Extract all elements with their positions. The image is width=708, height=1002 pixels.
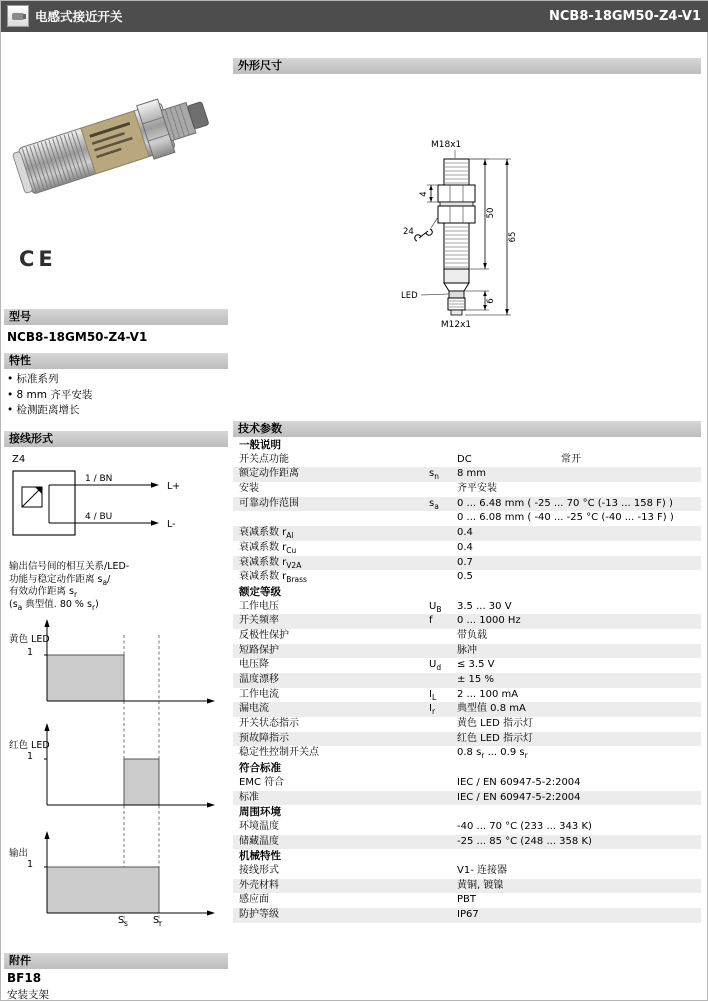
model-number: NCB8-18GM50-Z4-V1 — [7, 330, 148, 344]
param-section-heading: 周围环境 — [239, 806, 281, 819]
terminal-label: L+ — [167, 481, 181, 492]
param-row — [233, 717, 701, 732]
wrench-size-label: 24 — [403, 227, 414, 237]
param-label: 开关状态指示 — [239, 718, 299, 730]
param-label: 储藏温度 — [239, 835, 279, 847]
param-value: -40 ... 70 °C (233 ... 343 K) — [457, 820, 592, 832]
top-header-bar — [1, 1, 708, 32]
param-value: DC — [457, 453, 472, 465]
param-value: 2 ... 100 mA — [457, 688, 519, 700]
param-value: 8 mm — [457, 468, 487, 480]
param-sym: $s_a$ — [429, 497, 439, 511]
feature-item: • 8 mm 齐平安装 — [7, 388, 92, 404]
param-label: 衰减系数 $r_{V2A}$ — [239, 556, 302, 570]
sensor-body-smooth — [444, 269, 469, 283]
param-row — [233, 893, 701, 908]
chart-output — [44, 831, 215, 916]
param-value: 黄色 LED 指示灯 — [457, 718, 533, 730]
led-function-note — [9, 561, 171, 611]
param-sym: $U_B$ — [429, 600, 442, 614]
param-value: 0.5 — [457, 571, 473, 583]
dim-4-label: 4 — [419, 191, 429, 197]
param-value: PBT — [457, 894, 476, 906]
x-label-sr: $S_r$ — [153, 915, 163, 928]
note-line: 功能与稳定动作距离 $s_a/$ — [9, 573, 111, 587]
param-row — [233, 864, 701, 879]
param-label: 衰减系数 $r_{Al}$ — [239, 527, 294, 541]
param-row — [233, 556, 701, 571]
param-label: 安装 — [239, 483, 259, 495]
param-row — [233, 526, 701, 541]
header-model-number: NCB8-18GM50-Z4-V1 — [549, 9, 701, 24]
dimension-drawing — [343, 97, 573, 367]
params-table — [233, 438, 701, 923]
param-row — [233, 629, 701, 644]
note-line: 有效动作距离 $s_r$ — [9, 586, 78, 599]
param-row — [233, 482, 701, 497]
features-list — [7, 372, 92, 419]
param-label: 衰减系数 $r_{Cu}$ — [239, 541, 297, 555]
hex-nut-lower — [438, 206, 475, 223]
accessory-model: BF18 — [7, 971, 42, 985]
param-sym: $I_r$ — [429, 703, 436, 717]
product-photo — [9, 41, 217, 241]
param-label: 温度漂移 — [239, 674, 279, 685]
param-value: -25 ... 85 °C (248 ... 358 K) — [457, 835, 592, 847]
section-header-model: 型号 — [4, 309, 228, 325]
param-row — [233, 879, 701, 894]
param-value: V1- 连接器 — [457, 864, 507, 876]
param-value: 黄铜, 镀镍 — [457, 879, 504, 891]
param-value: ± 15 % — [457, 674, 494, 685]
param-sym: $U_d$ — [429, 659, 442, 673]
param-value: 3.5 ... 30 V — [457, 600, 512, 612]
param-row — [233, 600, 701, 615]
param-value: 带负载 — [457, 629, 487, 641]
chart-title-yellow-led: 黄色 LED — [9, 634, 50, 645]
sensor-icon-plug — [23, 14, 26, 19]
pin-label: 4 / BU — [85, 512, 113, 522]
param-label: 环境温度 — [239, 820, 279, 832]
param-value: 0 ... 6.48 mm ( -25 ... 70 °C (-13 ... 158 F) ) — [457, 497, 673, 509]
note-line: ($s_a$ 典型值. 80 % $s_r$) — [9, 598, 99, 612]
param-value: IP67 — [457, 909, 479, 920]
param-row — [233, 732, 701, 747]
param-row — [233, 835, 701, 850]
y-tick: 1 — [27, 647, 34, 658]
ce-mark: CE — [19, 247, 57, 271]
dim-6-label: 6 — [486, 298, 496, 304]
param-value: 0.8 $s_r$ ... 0.9 $s_r$ — [457, 747, 528, 761]
y-tick: 1 — [27, 751, 34, 762]
param-label: 反极性保护 — [239, 629, 289, 641]
param-row — [233, 688, 701, 703]
param-row — [233, 570, 701, 585]
terminal-label: L- — [167, 519, 176, 530]
param-row — [233, 673, 701, 688]
param-row — [233, 453, 701, 468]
wrench-icon — [415, 229, 433, 241]
sensor-icon — [7, 5, 29, 27]
param-label: 可靠动作范围 — [239, 497, 299, 509]
param-row — [233, 820, 701, 835]
param-value: 齐平安装 — [457, 483, 497, 495]
param-row — [233, 746, 701, 761]
param-label: 接线形式 — [239, 864, 279, 876]
param-section-heading: 符合标准 — [239, 762, 281, 775]
y-tick: 1 — [27, 859, 34, 870]
chart-red-led — [44, 723, 215, 808]
param-value: 0.7 — [457, 556, 473, 568]
param-sym: $s_n$ — [429, 468, 439, 482]
param-label: 外壳材料 — [239, 879, 279, 891]
top-thread-label: M18x1 — [431, 140, 462, 150]
param-value: 0.4 — [457, 527, 473, 539]
param-label: 衰减系数 $r_{Brass}$ — [239, 571, 307, 585]
param-row — [233, 467, 701, 482]
param-label: 漏电流 — [239, 703, 269, 715]
param-value: 典型值 0.8 mA — [457, 703, 526, 715]
param-value: 0.4 — [457, 541, 473, 553]
hex-nut-upper — [438, 185, 475, 202]
param-label: 电压降 — [239, 659, 269, 671]
section-header-wiring: 接线形式 — [4, 431, 228, 447]
led-label: LED — [401, 291, 418, 301]
section-header-features: 特性 — [4, 353, 228, 369]
pin-label: 1 / BN — [85, 474, 113, 484]
param-label: 预故障指示 — [239, 732, 289, 744]
param-row — [233, 541, 701, 556]
param-value: 红色 LED 指示灯 — [457, 732, 533, 744]
param-value: 0 ... 1000 Hz — [457, 615, 521, 627]
wiring-diagram — [9, 451, 224, 555]
dim-65-label: 65 — [508, 231, 518, 243]
param-value2: 常开 — [561, 453, 581, 465]
note-line: 输出信号间的相互关系/LED- — [9, 561, 130, 572]
param-value: IEC / EN 60947-5-2:2004 — [457, 791, 581, 803]
param-row — [233, 776, 701, 791]
param-label: 工作电流 — [239, 688, 279, 700]
param-row — [233, 908, 701, 923]
document-title: 电感式接近开关 — [35, 9, 123, 24]
param-label: 额定动作距离 — [239, 468, 299, 480]
param-row — [233, 791, 701, 806]
dim-50-label: 50 — [486, 207, 496, 219]
param-sym: $I_L$ — [429, 688, 437, 702]
param-row — [233, 614, 701, 629]
param-value: 0 ... 6.08 mm ( -40 ... -25 °C (-40 ... -13 F) ) — [457, 512, 674, 524]
param-label: 感应面 — [239, 894, 269, 906]
param-label: 防护等级 — [239, 909, 279, 920]
section-header-dimensions: 外形尺寸 — [233, 58, 701, 74]
param-row — [233, 644, 701, 659]
param-row — [233, 658, 701, 673]
param-row — [233, 511, 701, 526]
chart-title-red-led: 红色 LED — [9, 740, 50, 751]
param-value: IEC / EN 60947-5-2:2004 — [457, 776, 581, 788]
led-ring — [449, 291, 464, 298]
chart-yellow-led — [44, 619, 215, 704]
bottom-thread-label: M12x1 — [440, 320, 472, 330]
param-sym: f — [429, 615, 433, 627]
param-value: 脉冲 — [457, 644, 477, 656]
param-label: 短路保护 — [239, 644, 279, 656]
param-row — [233, 497, 701, 512]
param-section-heading: 一般说明 — [239, 439, 281, 451]
section-header-tech-params: 技术参数 — [233, 421, 701, 437]
x-label-ss: $S_s$ — [118, 915, 128, 928]
param-label: 开关点功能 — [239, 453, 289, 465]
param-label: 稳定性控制开关点 — [239, 747, 319, 759]
accessory-desc: 安装支架 — [7, 989, 49, 1001]
section-header-accessories: 附件 — [4, 953, 228, 969]
param-row — [233, 702, 701, 717]
param-section-heading: 机械特性 — [239, 850, 281, 863]
param-label: 标准 — [239, 791, 259, 803]
feature-item: • 检测距离增长 — [7, 403, 92, 419]
param-label: EMC 符合 — [239, 776, 285, 788]
feature-item: • 标准系列 — [7, 372, 92, 388]
wiring-variant-label: Z4 — [12, 454, 26, 465]
param-section-heading: 额定等级 — [239, 585, 281, 598]
chart-title-output: 输出 — [9, 848, 29, 859]
param-label: 工作电压 — [239, 600, 279, 612]
param-value: ≤ 3.5 V — [457, 659, 495, 671]
washer — [440, 202, 473, 206]
led-function-charts — [9, 613, 219, 945]
param-label: 开关频率 — [239, 615, 279, 627]
